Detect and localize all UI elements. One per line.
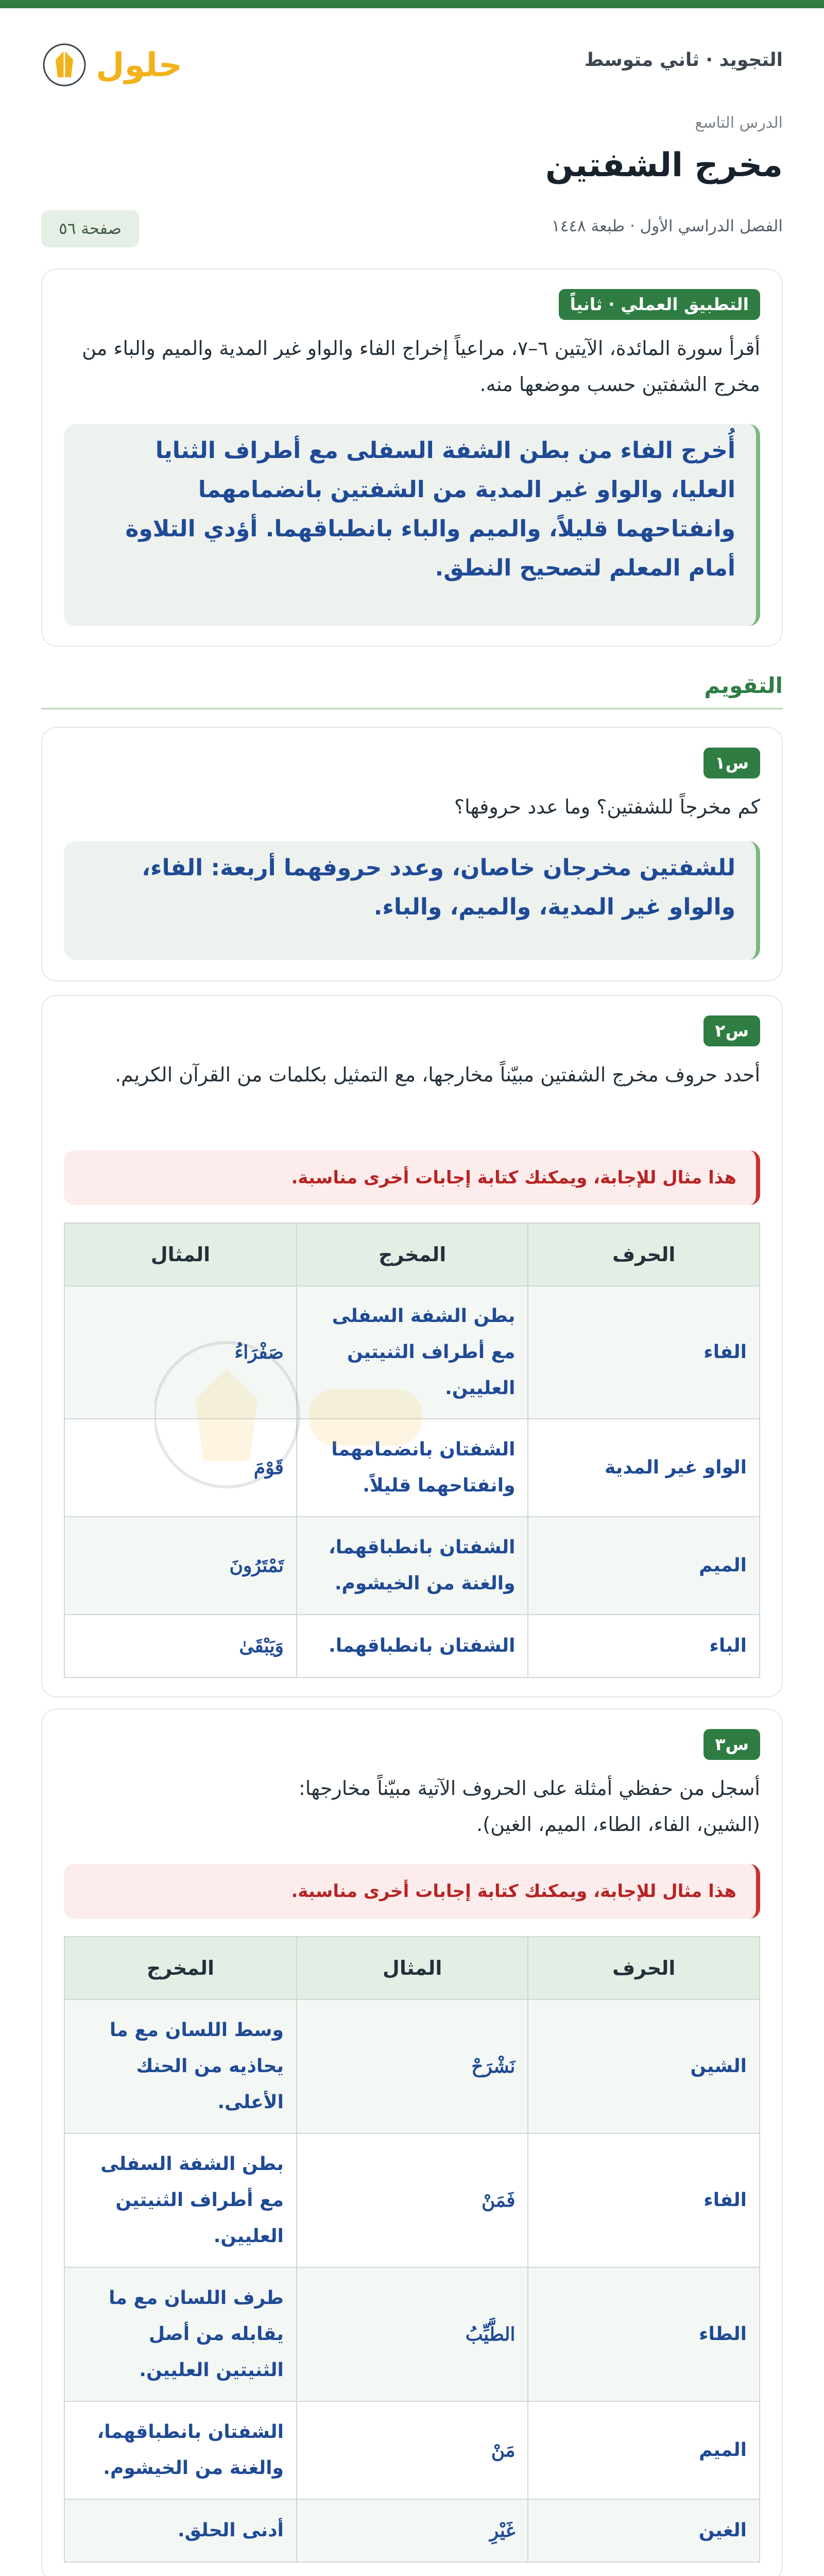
table-cell-makhraj: الشفتان بانطباقهما. [297,1615,528,1677]
answer-text-1: للشفتين مخرجان خاصان، وعدد حروفهما أربعة: الفاء، والواو غير المدية، والميم، والباء. [64,841,760,960]
practice-card [41,268,783,647]
table-row [64,1999,760,2133]
table-cell-letter: الشين [528,1999,760,2133]
table-cell-makhraj: بطن الشفة السفلى مع أطراف الثنيتين العليين. [297,1286,528,1419]
question-card-3 [41,1708,783,2576]
table-header-row [64,1937,760,1999]
table-row [64,2499,760,2562]
example-note-2: هذا مثال للإجابة، ويمكنك كتابة إجابات أخرى مناسبة. [64,1150,760,1205]
table-row [64,1615,760,1677]
table-cell-example: فَمَنْ [297,2133,528,2267]
table-cell-example: صَفْرَاءُ [64,1286,297,1419]
table-cell-example: غَيْرِ [297,2499,528,2562]
table-cell-makhraj: وسط اللسان مع ما يحاذيه من الحنك الأعلى. [64,1999,297,2133]
logo-wordmark: حلول [96,46,182,84]
practice-answer: أُخرج الفاء من بطن الشفة السفلى مع أطراف الثنايا العليا، والواو غير المدية من الشفتين بانضمامهما وانفتاحهما قليلاً، والميم والباء بانطباقهما. أؤدي التلاوة أمام المعلم لتصحيح النطق. [64,424,760,626]
table-cell-makhraj: طرف اللسان مع ما يقابله من أصل الثنيتين العليين. [64,2267,297,2401]
practice-badge: التطبيق العملي · ثانياً [559,289,760,320]
lesson-meta: الفصل الدراسي الأول · طبعة ١٤٤٨ [552,217,783,235]
example-note-3: هذا مثال للإجابة، ويمكنك كتابة إجابات أخرى مناسبة. [64,1864,760,1919]
question-badge-2: س٢ [703,1015,760,1046]
table-cell-makhraj: أدنى الحلق. [64,2499,297,2562]
table-cell-example: قَوْمَ [64,1419,297,1517]
table-header: الحرف [528,1937,760,1999]
question-list-3: (الشين، الفاء، الطاء، الميم، الغين). [476,1813,760,1836]
table-header: المخرج [64,1937,297,1999]
table-cell-letter: الميم [528,1517,760,1615]
answer-table-3 [64,1936,760,2563]
table-cell-letter: الميم [528,2401,760,2499]
question-badge-1: س١ [703,748,760,778]
table-cell-letter: الفاء [528,1286,760,1419]
course-label: التجويد · ثاني متوسط [584,49,783,71]
table-cell-example: وَيَبْقَىٰ [64,1615,297,1677]
question-text-2: أحدد حروف مخرج الشفتين مبيّناً مخارجها، مع التمثيل بكلمات من القرآن الكريم. [115,1063,760,1086]
table-row [64,2401,760,2499]
table-cell-makhraj: الشفتان بانضمامهما وانفتاحهما قليلاً. [297,1419,528,1517]
page-number-badge: صفحة ٥٦ [41,210,139,247]
table-row [64,2267,760,2401]
table-cell-example: مَنْ [297,2401,528,2499]
section-divider [41,708,783,709]
table-row [64,1517,760,1615]
table-header: الحرف [528,1223,760,1286]
table-cell-makhraj: بطن الشفة السفلى مع أطراف الثنيتين العليين. [64,2133,297,2267]
table-cell-letter: الطاء [528,2267,760,2401]
hulul-logo[interactable] [41,39,191,91]
table-row [64,2133,760,2267]
table-cell-letter: الواو غير المدية [528,1419,760,1517]
table-header-row [64,1223,760,1286]
table-cell-makhraj: الشفتان بانطباقهما، والغنة من الخيشوم. [297,1517,528,1615]
table-cell-example: تَمْتَرُونَ [64,1517,297,1615]
question-card-1 [41,727,783,981]
top-accent-bar [0,0,824,8]
table-cell-example: نَشْرَحْ [297,1999,528,2133]
question-text-1: كم مخرجاً للشفتين؟ وما عدد حروفها؟ [454,795,760,818]
table-cell-letter: الفاء [528,2133,760,2267]
table-header: المثال [297,1937,528,1999]
question-text-3: أسجل من حفظي أمثلة على الحروف الآتية مبيّناً مخارجها: [299,1777,760,1800]
table-header: المخرج [297,1223,528,1286]
hulul-watermark [154,1337,443,1492]
question-badge-3: س٣ [703,1729,760,1760]
practice-question: أقرأ سورة المائدة، الآيتين ٦–٧، مراعياً إخراج الفاء والواو غير المدية والميم والباء من مخرج الشفتين حسب موضعها منه. [82,337,760,396]
table-header: المثال [64,1223,297,1286]
page [41,8,783,2576]
table-cell-letter: الغين [528,2499,760,2562]
page-header [41,34,783,86]
table-cell-letter: الباء [528,1615,760,1677]
table-cell-example: الطَّيِّبُ [297,2267,528,2401]
page-title: مخرج الشفتين [545,146,783,184]
lesson-kicker: الدرس التاسع [695,114,783,132]
section-heading-evaluation: التقويم [704,673,783,698]
table-cell-makhraj: الشفتان بانطباقهما، والغنة من الخيشوم. [64,2401,297,2499]
